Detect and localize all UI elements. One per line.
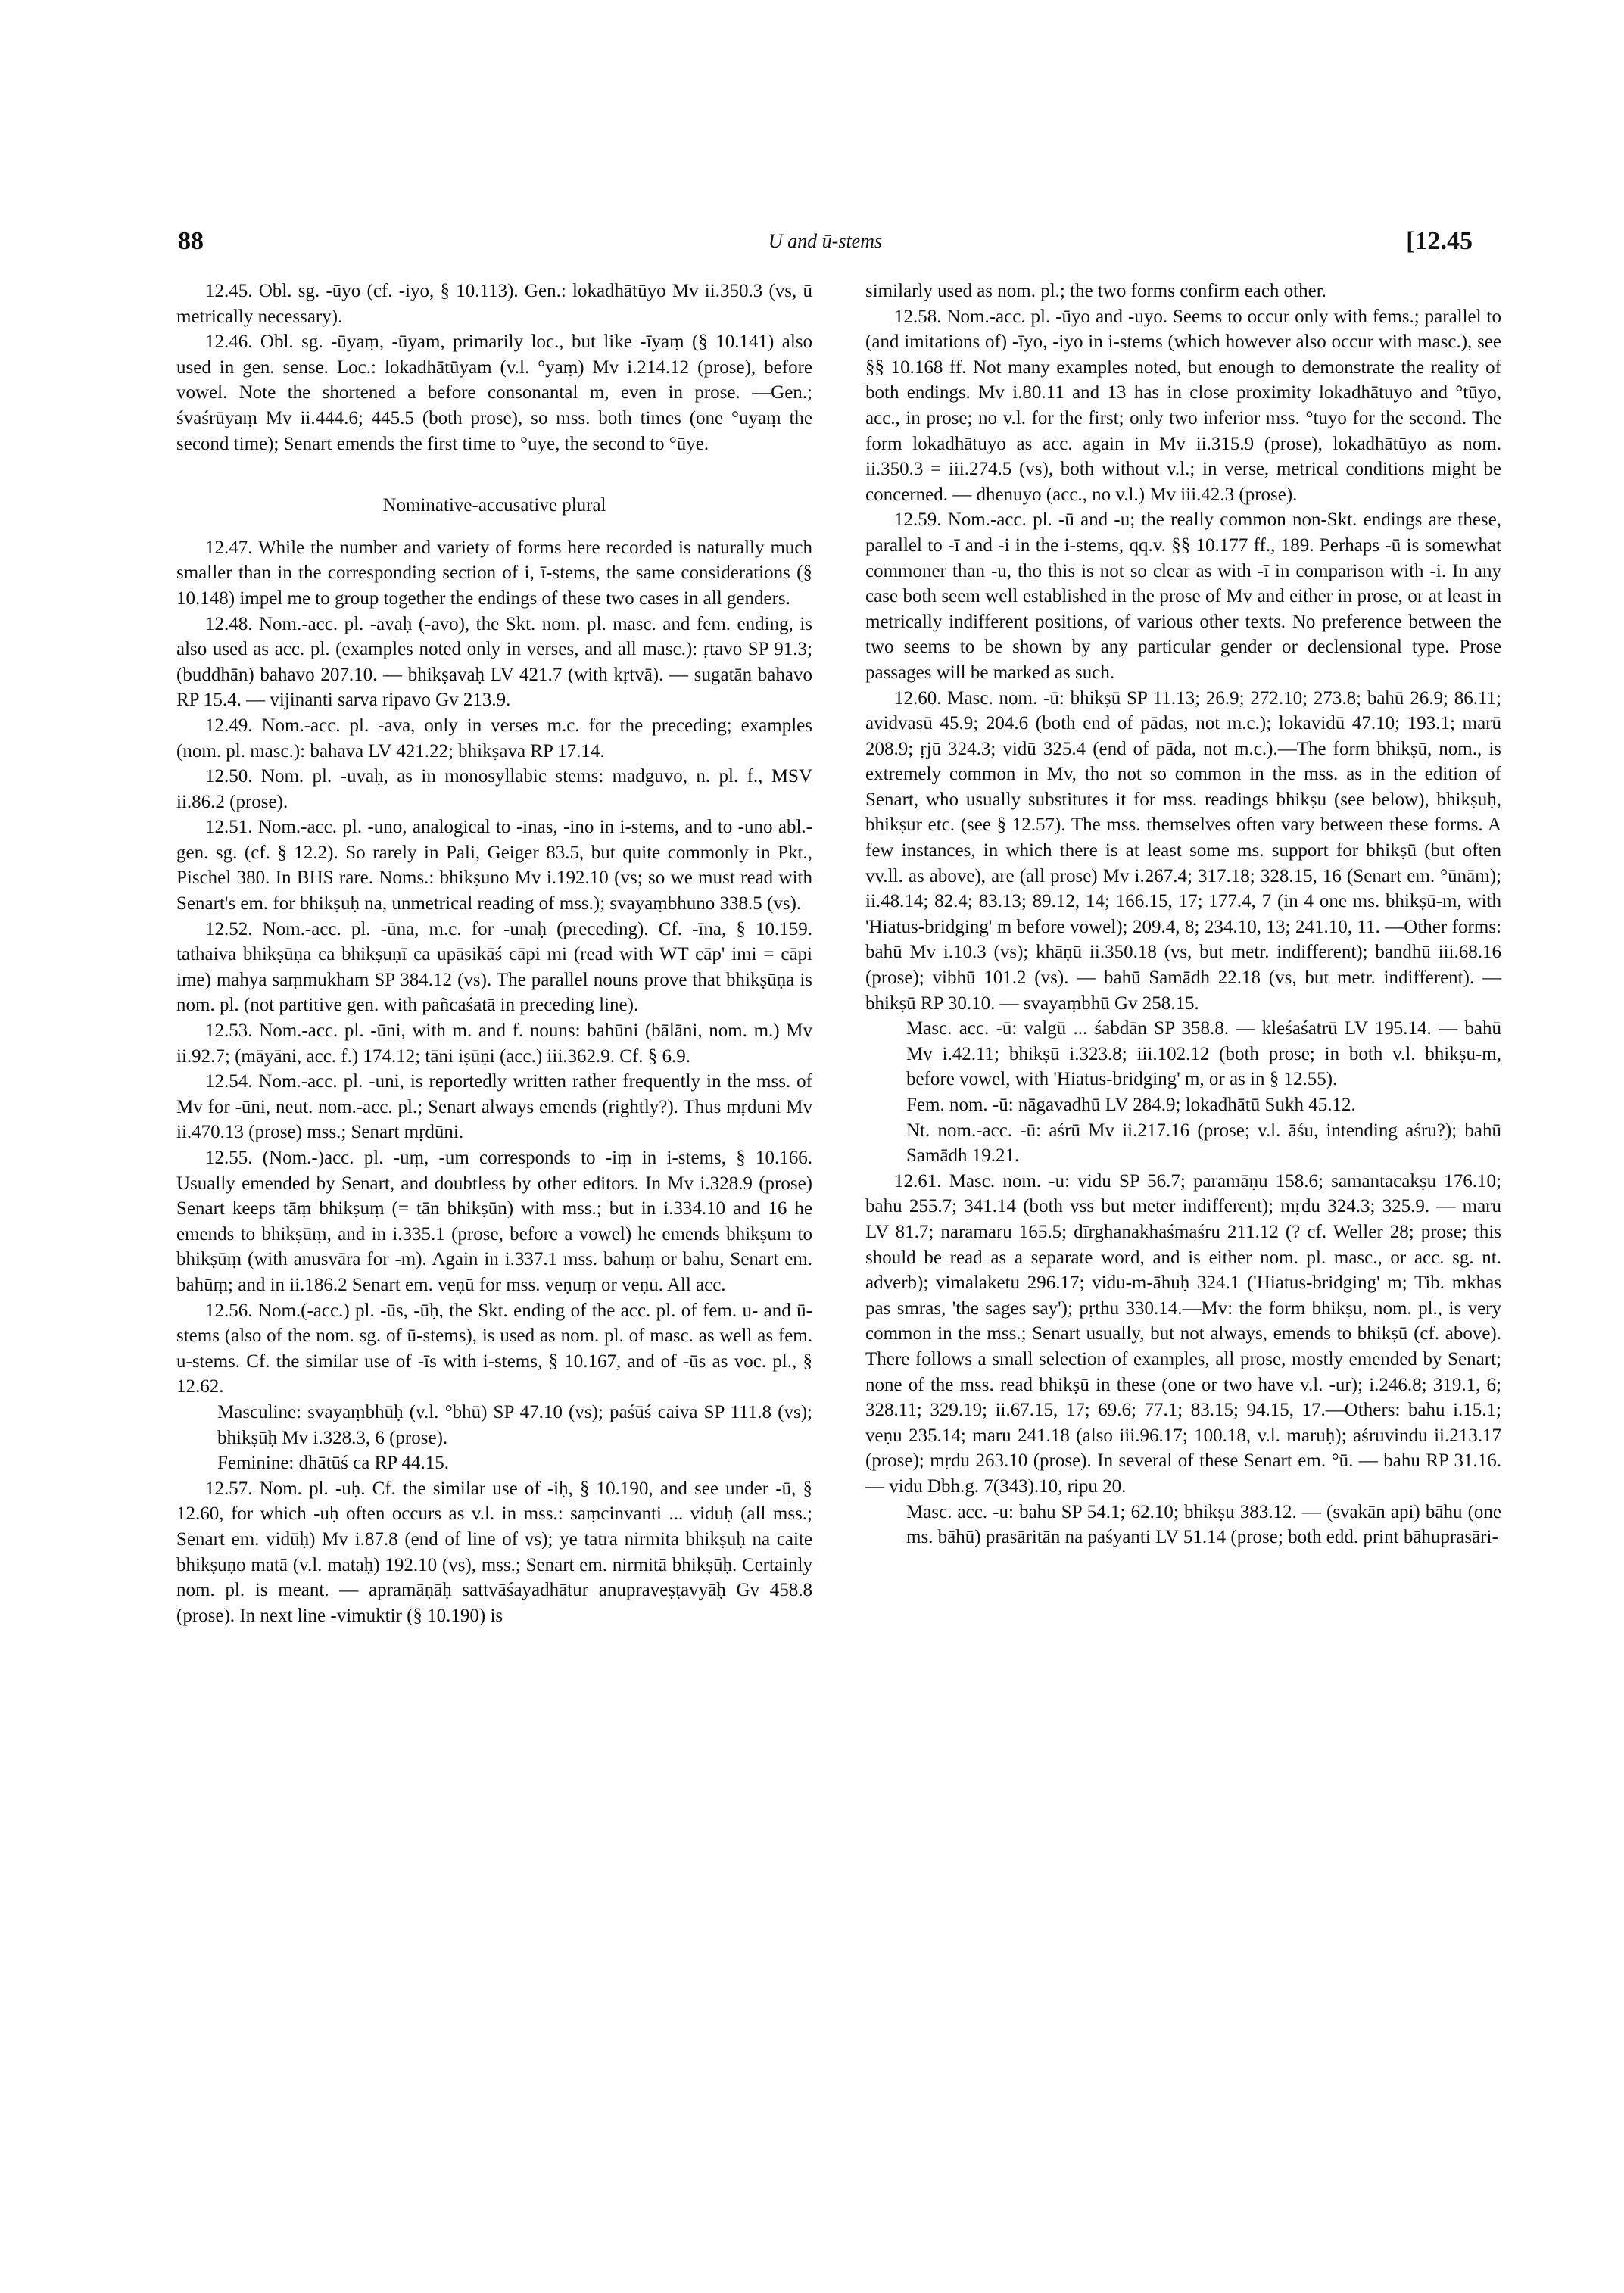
paragraph-12-60: 12.60. Masc. nom. -ū: bhikṣū SP 11.13; 26.9; 272.10; 273.8; bahū 26.9; 86.11; avidvasū 45.9; 204.6 (both end of pādas, not m.c.); lokavidū 47.10; 193.1; marū 208.9; ṛjū 324.3; vidū 325.4 (end of pāda, not m.c.).—The form bhikṣū, nom., is extremely common in Mv, tho not so common in the mss. as in the edition of Senart, who usually substitutes it for mss. readings bhikṣu (see below), bhikṣuḥ, bhikṣur etc. (see § 12.57). The mss. themselves often vary between these forms. A few instances, in which there is at least some ms. support for bhikṣū (but often vv.ll. as above), are (all prose) Mv i.267.4; 317.18; 328.15, 16 (Senart em. °ūnām); ii.48.14; 82.4; 83.13; 89.12, 14; 166.15, 17; 177.4, 7 (in 4 one ms. bhikṣū-m, with 'Hiatus-bridging' m before vowel); 209.4, 8; 234.10, 13; 241.10, 11. —Other forms: bahū Mv i.10.3 (vs); khāṇū ii.350.18 (vs, but metr. indifferent); bandhū iii.68.16 (prose); vibhū 101.2 (vs). — bahū Samādh 22.18 (vs, but metr. indifferent). — bhikṣū RP 30.10. — svayaṃbhū Gv 258.15. (865, 687, 1501, 1014)
left-column (176, 279, 812, 1628)
subparagraph-masc-acc-long-u: Masc. acc. -ū: valgū ... śabdān SP 358.8. — kleśaśatrū LV 195.14. — bahū Mv i.42.11; bhikṣū i.323.8; iii.102.12 (both prose; in both v.l. bhikṣu-m, before vowel, with 'Hiatus-bridging' m, or as in § 12.55). (906, 1018, 1501, 1090)
paragraph-12-52: 12.52. Nom.-acc. pl. -ūna, m.c. for -unaḥ (preceding). Cf. -īna, § 10.159. tathaiva bhikṣūṇa ca bhikṣuṇī ca upāsikāś cāpi mi (read with WT cāp' imi = cāpi ime) mahya saṃmukham SP 384.12 (vs). The parallel nouns prove that bhikṣūṇa is nom. pl. (not partitive gen. with pañcaśatā in preceding line). (176, 918, 812, 1016)
subparagraph-fem-nom-long-u: Fem. nom. -ū: nāgavadhū LV 284.9; lokadhātū Sukh 45.12. (906, 1095, 1356, 1115)
paragraph-12-46: 12.46. Obl. sg. -ūyaṃ, -ūyam, primarily loc., but like -īyaṃ (§ 10.141) also used in gen. sense. Loc.: lokadhātūyam (v.l. °yaṃ) Mv i.214.12 (prose), before vowel. Note the shortened a before consonantal m, even in prose. —Gen.; śvaśrūyaṃ Mv ii.444.6; 445.5 (both prose), so mss. both times (one °uyaṃ the second time); Senart emends the first time to °uye, the second to °ūye. (176, 332, 812, 454)
paragraph-12-48: 12.48. Nom.-acc. pl. -avaḥ (-avo), the Skt. nom. pl. masc. and fem. ending, is also used as acc. pl. (examples noted only in verses, and all masc.): ṛtavo SP 91.3; (buddhān) bahavo 207.10. — bhikṣavaḥ LV 421.7 (with kṛtvā). — sugatān bahavo RP 15.4. — vijinanti sarva ripavo Gv 213.9. (176, 613, 812, 711)
right-column (865, 279, 1501, 1550)
subparagraph-masculine: Masculine: svayaṃbhūḥ (v.l. °bhū) SP 47.10 (vs); paśūś caiva SP 111.8 (vs); bhikṣūḥ Mv i.328.3, 6 (prose). (217, 1401, 812, 1448)
paragraph-12-54: 12.54. Nom.-acc. pl. -uni, is reportedly written rather frequently in the mss. of Mv for -ūni, neut. nom.-acc. pl.; Senart always emends (rightly?). Thus mṛduni Mv ii.470.13 (prose) mss.; Senart mṛdūni. (176, 1071, 812, 1143)
paragraph-12-55: 12.55. (Nom.-)acc. pl. -uṃ, -um corresponds to -iṃ in i-stems, § 10.166. Usually emended by Senart, and doubtless by other editors. In Mv i.328.9 (prose) Senart keeps tāṃ bhikṣuṃ (= tān bhikṣūn) with mss.; but in i.334.10 and 16 he emends to bhikṣūṃ, and in i.335.1 (prose, before a vowel) he emends bhikṣum to bhikṣūṃ (with anusvāra for -m). Again in i.337.1 mss. bahuṃ or bahu, Senart em. bahūṃ; and in ii.186.2 Senart em. veṇū for mss. veṇuṃ or veṇu. All acc. (176, 1148, 812, 1295)
paragraph-12-61: 12.61. Masc. nom. -u: vidu SP 56.7; paramāṇu 158.6; samantacakṣu 176.10; bahu 255.7; 341.14 (both vss but meter indifferent); mṛdu 324.3; 325.9. — maru LV 81.7; naramaru 165.5; dīrghanakhaśmaśru 211.12 (? cf. Weller 28; prose; this should be read as a separate word, and is either nom. pl. masc., or acc. sg. nt. adverb); vimalaketu 296.17; vidu-m-āhuḥ 324.1 ('Hiatus-bridging' m; Tib. mkhas pas smras, 'the sages say'); pṛthu 330.14.—Mv: the form bhikṣu, nom. pl., is very common in the mss.; Senart usually, but not always, emends to bhikṣū (cf. above). There follows a small selection of examples, all prose, mostly emended by Senart; none of the mss. read bhikṣū in these (one or two have v.l. -ur); i.246.8; 319.1, 6; 328.11; 329.19; ii.67.15, 17; 69.6; 77.1; 83.15; 94.15, 17.—Others: bahu i.15.1; veṇu 235.14; maru 241.18 (also iii.96.17; 100.18, v.l. maruḥ); aśruvindu ii.213.17 (prose); mṛdu 263.10 (prose). In several of these Senart em. °ū. — bahu RP 31.16. — vidu Dbh.g. 7(343).10, ripu 20. (865, 1170, 1501, 1497)
page-header (178, 227, 1473, 265)
subparagraph-masc-acc-short-u: Masc. acc. -u: bahu SP 54.1; 62.10; bhikṣu 383.12. — (svakān api) bāhu (one ms. bāhū) prasāritān na paśyanti LV 51.14 (prose; both edd. print bāhuprasāri- (906, 1501, 1501, 1548)
paragraph-12-58: 12.58. Nom.-acc. pl. -ūyo and -uyo. Seems to occur only with fems.; parallel to (and imitations of) -īyo, -iyo in i-stems (which however also occur with masc.), see §§ 10.168 ff. Not many examples noted, but enough to demonstrate the reality of both endings. Mv i.80.11 and 13 has in close proximity lokadhātuyo and °tūyo, acc., in prose; no v.l. for the first; only two inferior mss. °tuyo for the second. The form lokadhātuyo as acc. again in Mv ii.315.9 (prose), lokadhātūyo as nom. ii.350.3 = iii.274.5 (vs), both without v.l.; in verse, metrical conditions might be concerned. — dhenuyo (acc., no v.l.) Mv iii.42.3 (prose). (865, 306, 1501, 505)
paragraph-12-49: 12.49. Nom.-acc. pl. -ava, only in verses m.c. for the preceding; examples (nom. pl. masc.): bahava LV 421.22; bhikṣava RP 17.14. (176, 715, 812, 762)
paragraph-12-47: 12.47. While the number and variety of forms here recorded is naturally much smaller than in the corresponding section of i, ī-stems, the same considerations (§ 10.148) impel me to group together the endings of these two cases in all genders. (176, 537, 812, 609)
paragraph-12-50: 12.50. Nom. pl. -uvaḥ, as in monosyllabic stems: madguvo, n. pl. f., MSV ii.86.2 (prose). (176, 766, 812, 812)
subheading-nominative-accusative-plural: Nominative-accusative plural (382, 495, 606, 516)
paragraph-12-59: 12.59. Nom.-acc. pl. -ū and -u; the really common non-Skt. endings are these, parallel to -ī and -i in the i-stems, qq.v. §§ 10.177 ff., 189. Perhaps -ū is somewhat commoner than -u, tho this is not so clear as with -ī in comparison with -i. In any case both seem well established in the prose of Mv and either in prose, or at least in metrically indifferent positions, of various other texts. No preference between the two seems to be shown by any particular gender or declensional type. Prose passages will be marked as such. (865, 509, 1501, 683)
paragraph-12-53: 12.53. Nom.-acc. pl. -ūni, with m. and f. nouns: bahūni (bālāni, nom. m.) Mv ii.92.7; (māyāni, acc. f.) 174.12; tāni iṣūṇi (acc.) iii.362.9. Cf. § 6.9. (176, 1020, 812, 1067)
page-number: 88 (178, 227, 204, 255)
paragraph-12-45: 12.45. Obl. sg. -ūyo (cf. -iyo, § 10.113). Gen.: lokadhātūyo Mv ii.350.3 (vs, ū metrically necessary). (176, 281, 812, 327)
subparagraph-nt-nom-acc-long-u: Nt. nom.-acc. -ū: aśrū Mv ii.217.16 (prose; v.l. āśu, intending aśru?); bahū Samādh 19.21. (906, 1120, 1501, 1167)
paragraph-12-56: 12.56. Nom.(-acc.) pl. -ūs, -ūḥ, the Skt. ending of the acc. pl. of fem. u- and ū-stems (also of the nom. sg. of ū-stems), is used as nom. pl. of masc. as well as fem. u-stems. Cf. the similar use of -īs with i-stems, § 10.167, and of -ūs as voc. pl., § 12.62. (176, 1300, 812, 1397)
running-title: U and ū-stems (768, 230, 883, 252)
section-reference: [12.45 (1406, 227, 1473, 255)
subparagraph-feminine: Feminine: dhātūś ca RP 44.15. (217, 1453, 449, 1474)
paragraph-continuation: similarly used as nom. pl.; the two forms confirm each other. (865, 281, 1326, 301)
paragraph-12-51: 12.51. Nom.-acc. pl. -uno, analogical to -inas, -ino in i-stems, and to -uno abl.-gen. sg. (cf. § 12.2). So rarely in Pali, Geiger 83.5, but quite commonly in Pkt., Pischel 380. In BHS rare. Noms.: bhikṣuno Mv i.192.10 (vs; so we must read with Senart's em. for bhikṣuḥ na, unmetrical reading of mss.); svayaṃbhuno 338.5 (vs). (176, 817, 812, 914)
paragraph-12-57: 12.57. Nom. pl. -uḥ. Cf. the similar use of -iḥ, § 10.190, and see under -ū, § 12.60, for which -uḥ often occurs as v.l. in mss.: saṃcinvanti ... viduḥ (all mss.; Senart em. vidūḥ) Mv i.87.8 (end of line of vs); ye tatra nirmita bhikṣuḥ na caite bhikṣuṇo matā (v.l. mataḥ) 192.10 (vs), mss.; Senart em. nirmitā bhikṣūḥ. Certainly nom. pl. is meant. — apramāṇāḥ sattvāśayadhātur anupraveṣṭavyāḥ Gv 458.8 (prose). In next line -vimuktir (§ 10.190) is (176, 1478, 812, 1626)
